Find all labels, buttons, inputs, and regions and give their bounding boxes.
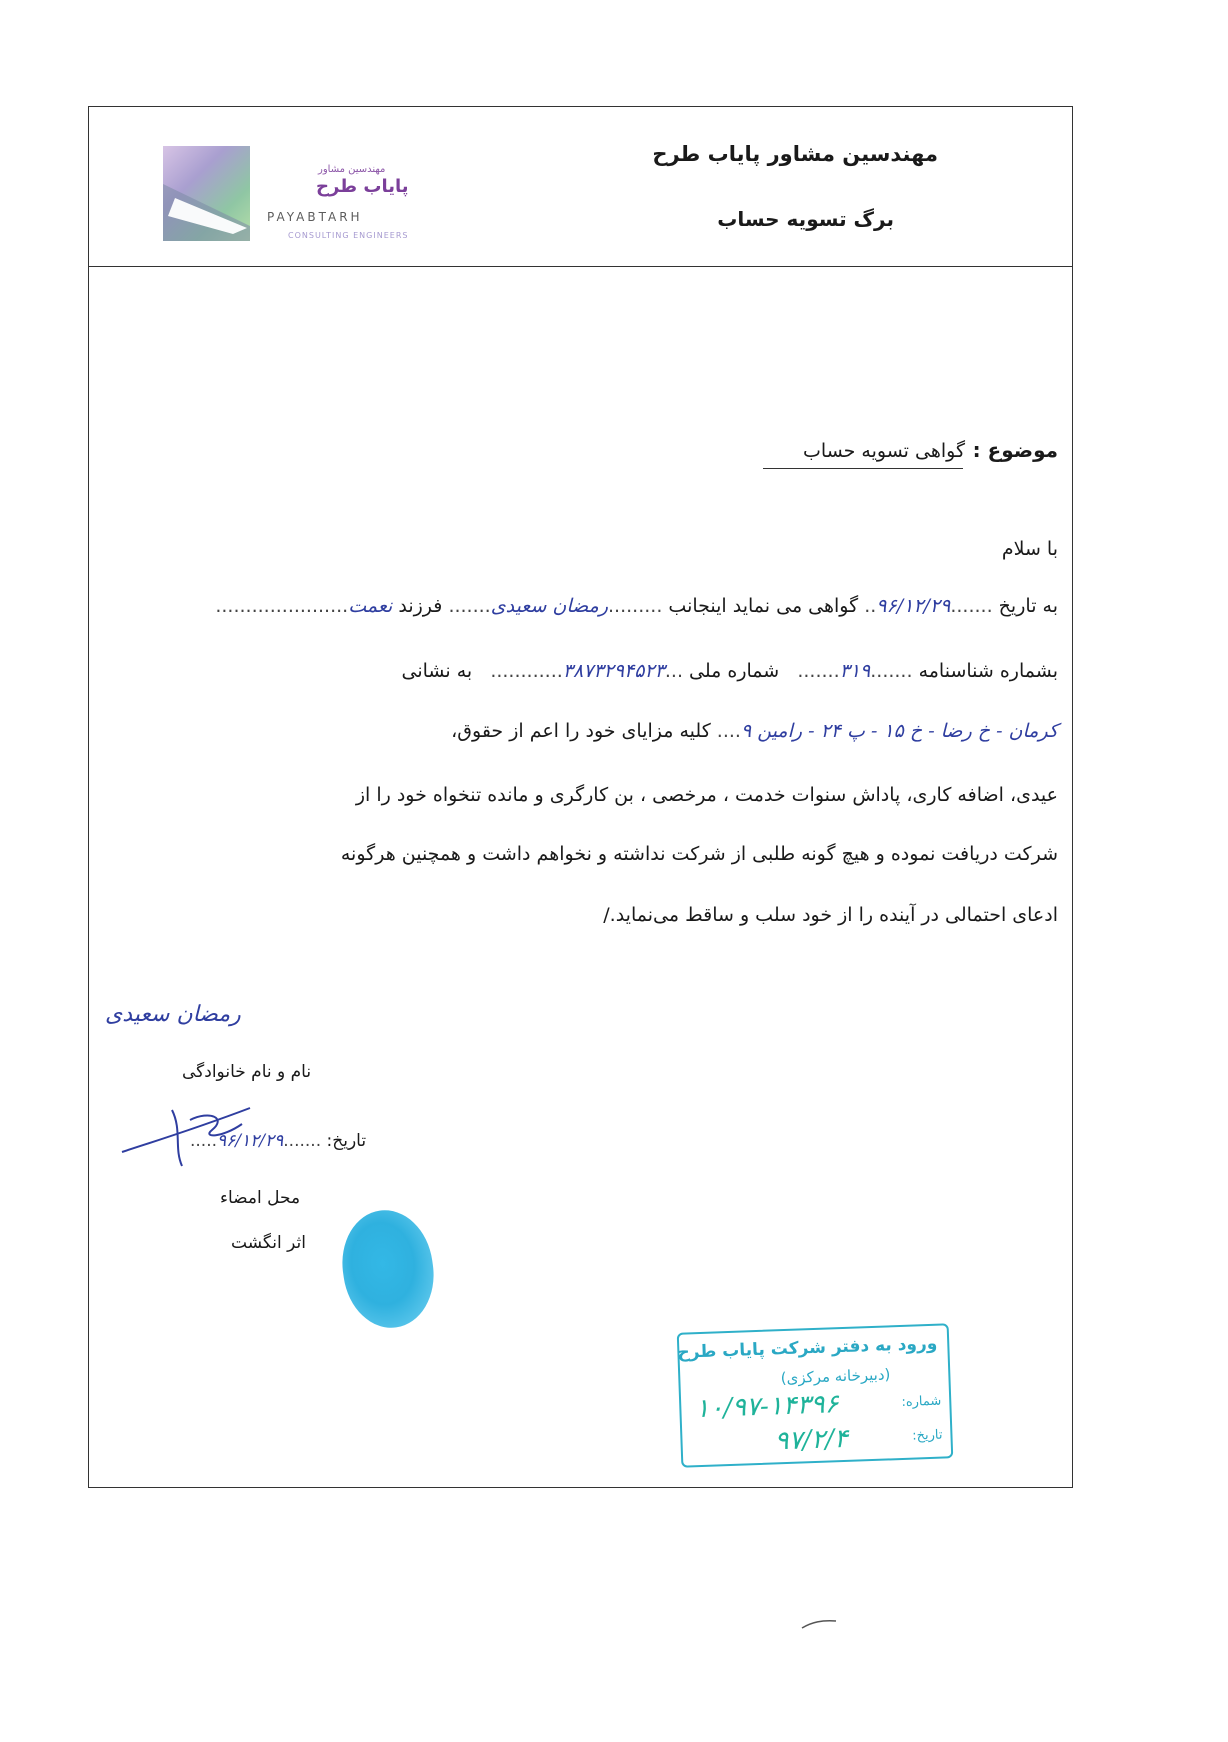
form-title: برگ تسویه حساب xyxy=(717,207,894,231)
subject-value: گواهی تسویه حساب xyxy=(803,440,965,462)
certify-text: گواهی می نماید اینجانب xyxy=(668,595,859,617)
name-label: نام و نام خانوادگی xyxy=(182,1062,312,1082)
signature-place-label: محل امضاء xyxy=(220,1188,301,1208)
national-label: شماره ملی xyxy=(689,660,780,682)
handwritten-father-name: نعمت xyxy=(348,595,393,617)
benefits-text: کلیه مزایای خود را اعم از حقوق، xyxy=(451,720,711,742)
company-name: مهندسین مشاور پایاب طرح xyxy=(652,142,938,166)
signature-date-row: تاریخ: .......۹۶/۱۲/۲۹..... xyxy=(190,1131,367,1151)
signature-scribble xyxy=(112,1090,262,1170)
handwritten-address: کرمان - خ رضا - خ ۱۵ - پ ۲۴ - رامین ۹ xyxy=(740,720,1058,742)
address-label: به نشانی xyxy=(401,660,473,682)
registration-stamp xyxy=(677,1323,954,1467)
handwritten-signature-name: رمضان سعیدی xyxy=(105,1002,241,1027)
thumbprint-label: اثر انگشت xyxy=(231,1233,306,1253)
logo-text-en-sub: CONSULTING ENGINEERS xyxy=(288,231,409,240)
logo-mark-icon xyxy=(163,146,250,241)
date-label: تاریخ: xyxy=(326,1131,367,1151)
subject-label: موضوع : xyxy=(972,438,1058,462)
handwritten-date: ۹۶/۱۲/۲۹ xyxy=(876,595,951,617)
stamp-date-value: ۹۷/۲/۴ xyxy=(774,1423,849,1457)
pen-mark xyxy=(800,1614,840,1634)
header-divider xyxy=(88,266,1073,267)
child-label: فرزند xyxy=(398,595,443,617)
logo-text-small: مهندسین مشاور xyxy=(318,164,386,175)
body-line-6: ادعای احتمالی در آینده را از خود سلب و ساقط می‌نماید./ xyxy=(603,904,1058,926)
logo-text-fa: پایاب طرح xyxy=(316,176,409,197)
father-dots: ...................... xyxy=(215,595,349,617)
stamp-subtitle: (دبیرخانه مرکزی) xyxy=(780,1365,891,1388)
body-line-1: به تاریخ .......۹۶/۱۲/۲۹.. گواهی می نماید اینجانب .........رمضان سعیدی....... فرزند نعمت...................... xyxy=(215,595,1058,617)
date-prefix: به تاریخ xyxy=(998,595,1058,617)
handwritten-name: رمضان سعیدی xyxy=(490,595,608,617)
body-line-2: بشماره شناسنامه .......۳۱۹....... شماره ملی ...۳۸۷۳۲۹۴۵۲۳............ به نشانی xyxy=(401,660,1058,682)
stamp-date-label: تاریخ: xyxy=(911,1427,943,1444)
body-line-3: کرمان - خ رضا - خ ۱۵ - پ ۲۴ - رامین ۹.... کلیه مزایای خود را اعم از حقوق، xyxy=(451,720,1058,742)
subject-underline xyxy=(763,468,963,469)
body-line-4: عیدی، اضافه کاری، پاداش سنوات خدمت ، مرخصی ، بن کارگری و مانده تنخواه خود را از xyxy=(355,784,1058,806)
stamp-title: ورود به دفتر شرکت پایاب طرح xyxy=(677,1333,938,1363)
handwritten-id-number: ۳۱۹ xyxy=(839,660,871,682)
stamp-number-value: ۱۰/۹۷-۱۴۳۹۶ xyxy=(694,1389,840,1425)
greeting: با سلام xyxy=(1001,538,1058,560)
handwritten-national-number: ۳۸۷۳۲۹۴۵۲۳ xyxy=(562,660,665,682)
id-label: بشماره شناسنامه xyxy=(918,660,1058,682)
logo-text-en: PAYABTARH xyxy=(267,210,363,224)
body-line-5: شرکت دریافت نموده و هیچ گونه طلبی از شرکت نداشته و نخواهم داشت و همچنین هرگونه xyxy=(340,843,1058,865)
handwritten-signature-date: ۹۶/۱۲/۲۹ xyxy=(217,1131,284,1151)
stamp-number-label: شماره: xyxy=(901,1393,942,1410)
